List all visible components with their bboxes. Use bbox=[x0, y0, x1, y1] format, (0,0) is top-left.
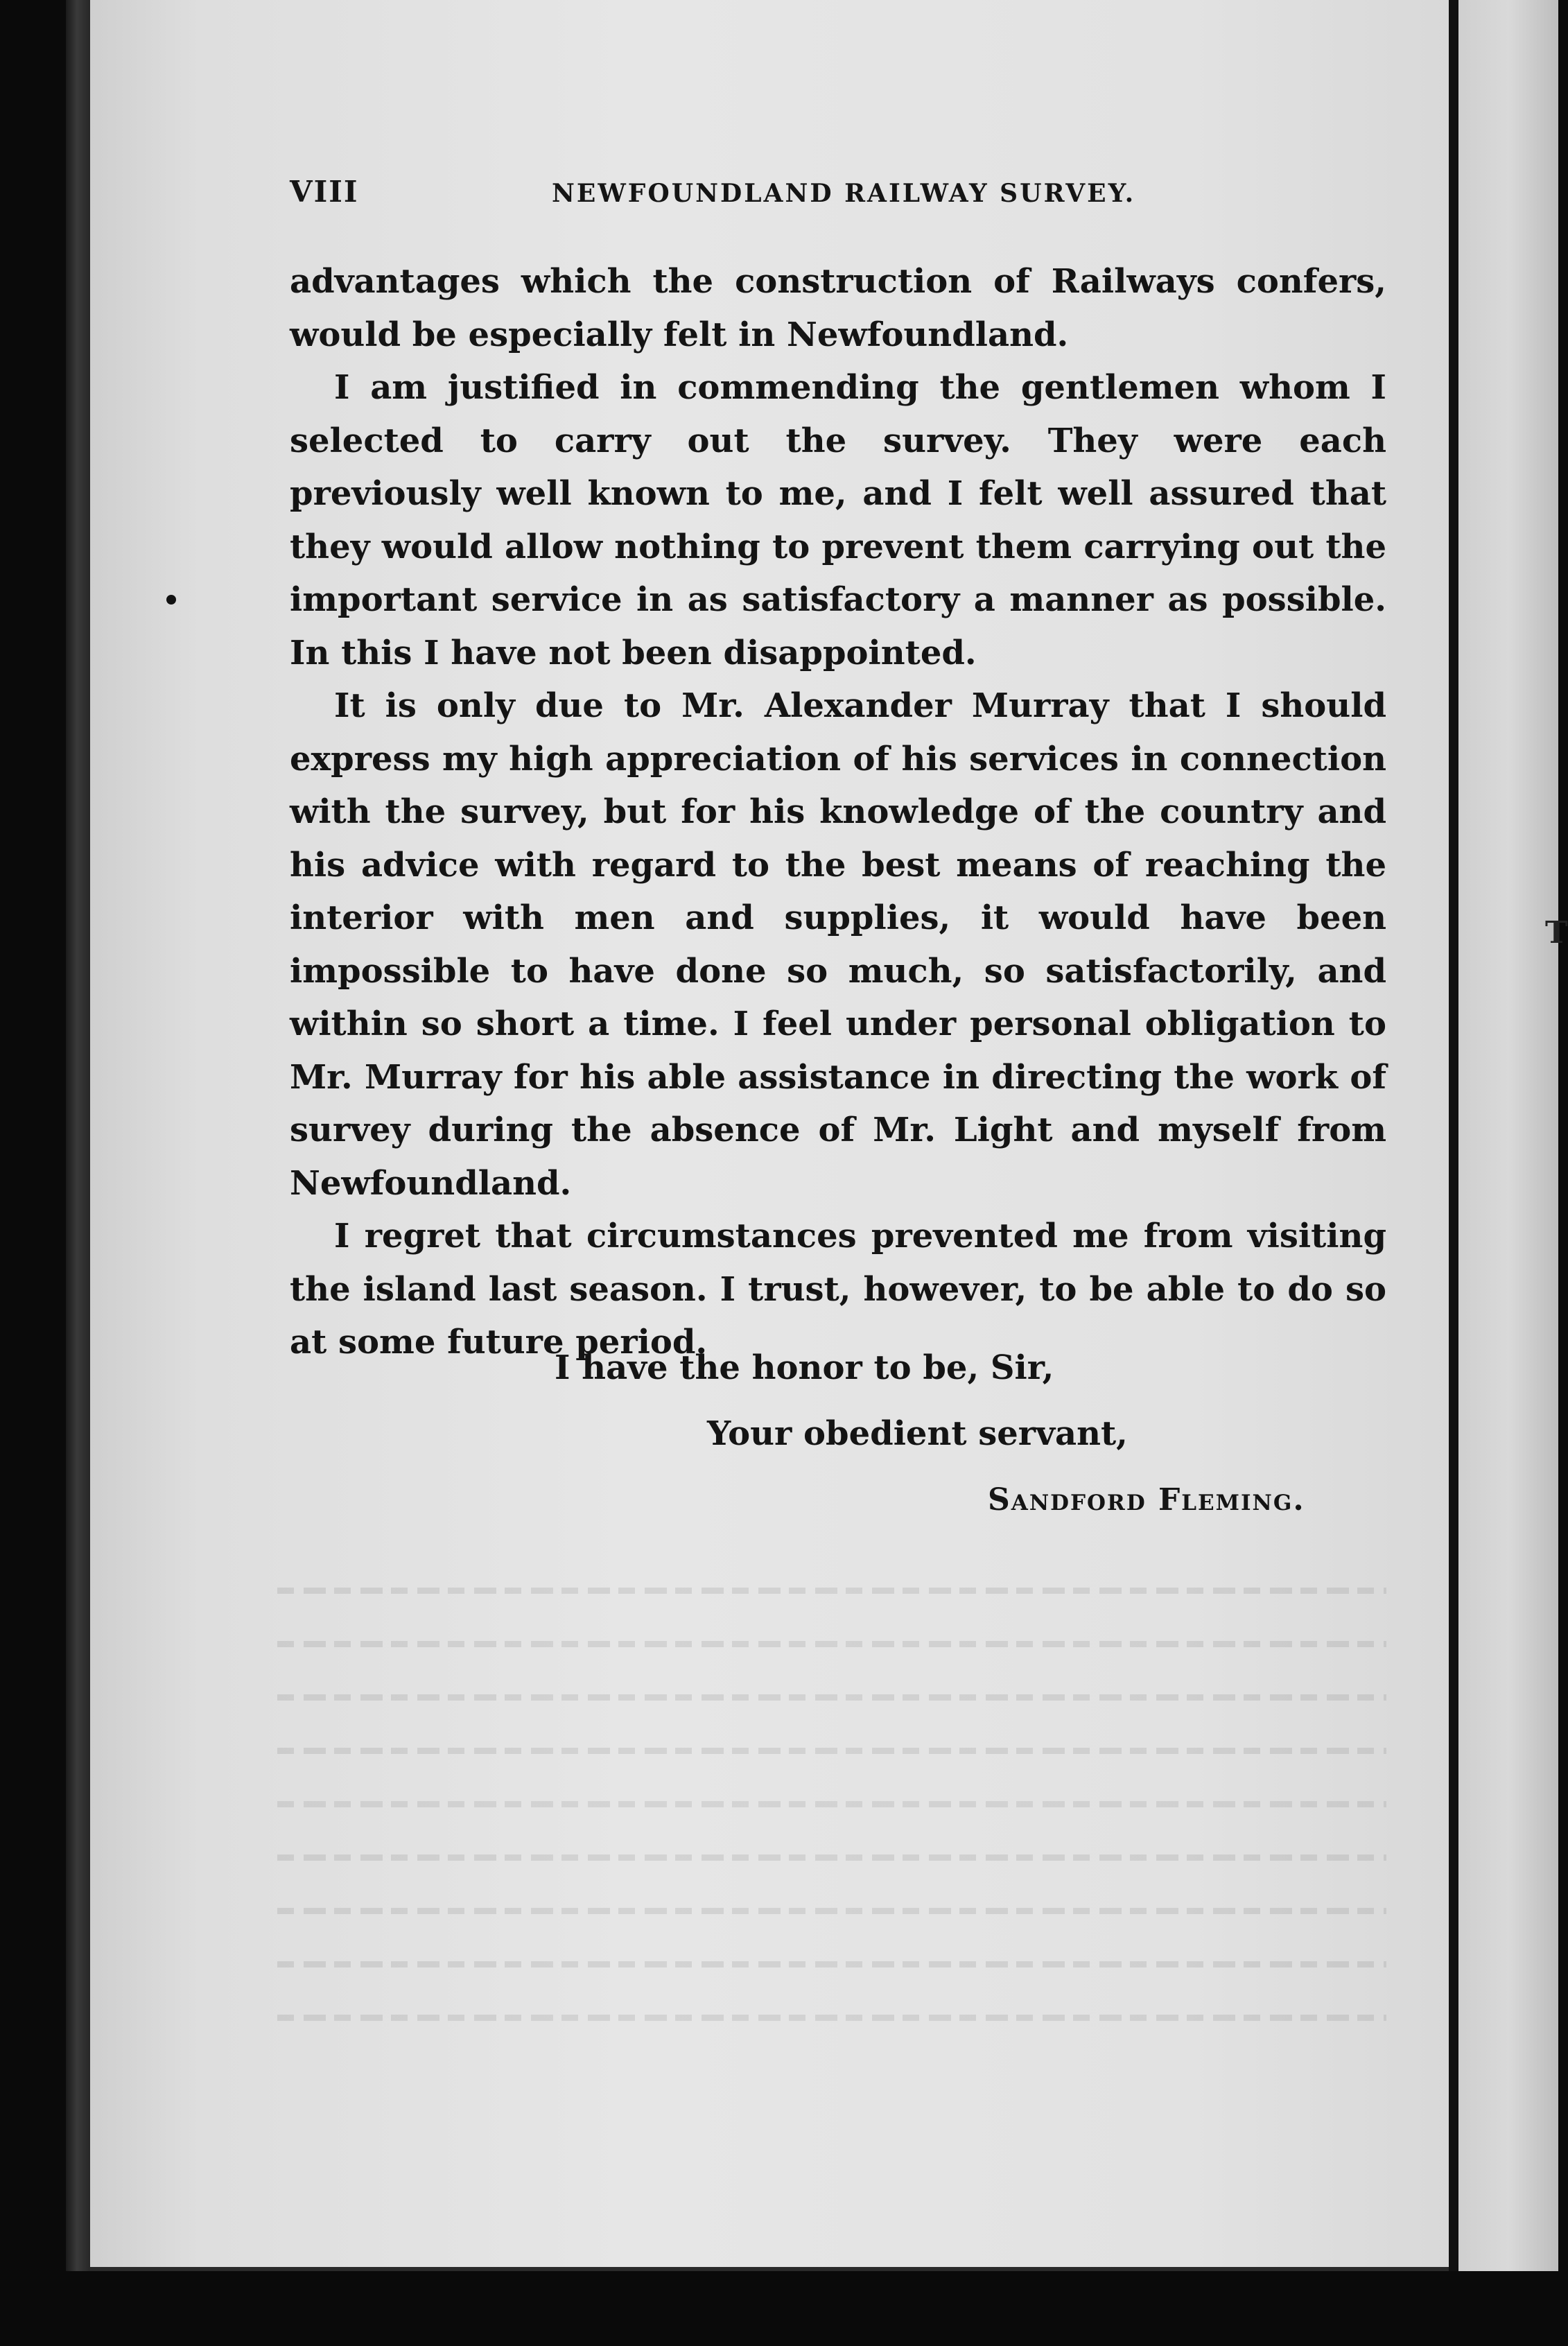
page-gutter-line bbox=[1449, 0, 1458, 2274]
paragraph-continuation: advantages which the construction of Railways confers, would be especially felt in Newfoundland. bbox=[290, 262, 1386, 354]
book-binding-edge bbox=[66, 0, 94, 2288]
adjacent-page-letter: T bbox=[1545, 915, 1568, 950]
closing-salutation: I have the honor to be, Sir, bbox=[555, 1348, 1054, 1387]
adjacent-page-edge bbox=[1458, 0, 1568, 2346]
margin-ink-spot bbox=[166, 595, 176, 605]
closing-servant: Your obedient servant, bbox=[707, 1414, 1128, 1453]
running-title: NEWFOUNDLAND RAILWAY SURVEY. bbox=[552, 179, 1136, 208]
running-head bbox=[290, 175, 1392, 216]
scan-bottom-border bbox=[0, 2271, 1558, 2346]
show-through-text bbox=[277, 1588, 1386, 2073]
signature: Sandford Fleming. bbox=[988, 1482, 1305, 1518]
paragraph-murray: It is only due to Mr. Alexander Murray that I should express my high appreciation of his services in connection with the survey, but for his knowledge of the country and his advice with regard to the best means of reaching the interior with men and supplies, it would have been impossible to have done so much, so satisfactorily, and within so short a time. I feel under personal obligation to Mr. Murray for his able assistance in directing the work of survey during the absence of Mr. Light and myself from Newfoundland. bbox=[290, 686, 1386, 1203]
body-text bbox=[290, 255, 1386, 1369]
paragraph-survey-gentlemen: I am justified in commending the gentlemen whom I selected to carry out the survey. They were each previously well known to me, and I felt well assured that they would allow nothing to prevent them carrying out the important service in as satisfactory a manner as possible. In this I have not been disappointed. bbox=[290, 368, 1386, 672]
page-number: VIII bbox=[290, 175, 359, 209]
paragraph-regret: I regret that circumstances prevented me from visiting the island last season. I trust, however, to be able to do so at some future period. bbox=[290, 1217, 1386, 1362]
